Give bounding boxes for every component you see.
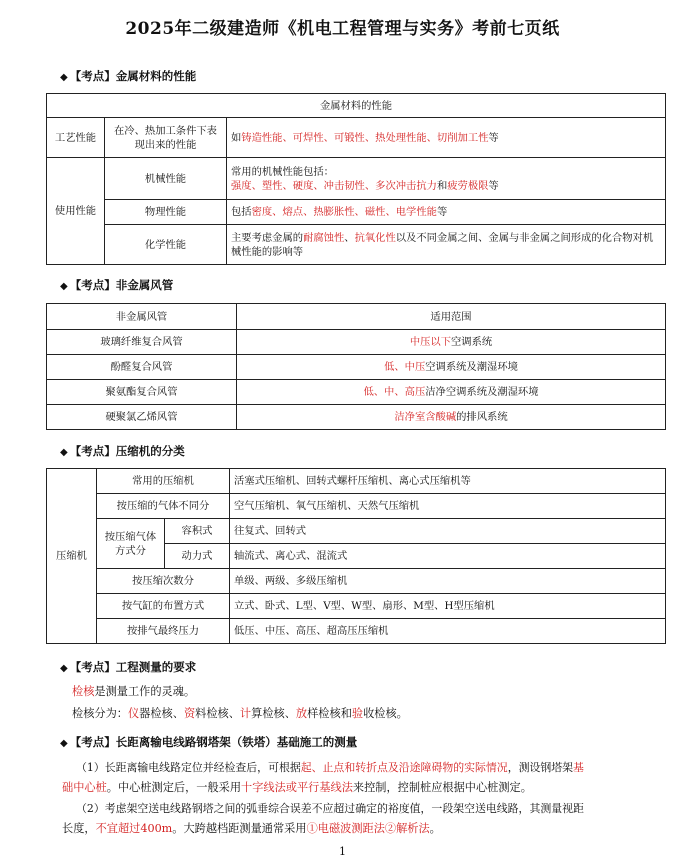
metal-properties-table xyxy=(46,93,666,265)
survey-line-2: 检核分为：仪器检核、资料检核、计算检核、放样检核和验收检核。 xyxy=(72,707,408,720)
row-sublabel: 物理性能 xyxy=(105,200,227,225)
tower-para-1-line-1: （1）长距离输电线路定位并经检查后，可根据起、止点和转折点及沿途障碍物的实际情况，测设钢塔架基 xyxy=(76,761,584,774)
table-row: 聚氨酯复合风管 低、中、高压洁净空调系统及潮湿环境 xyxy=(47,380,666,405)
table-row xyxy=(47,200,666,225)
compressor-table xyxy=(46,468,666,644)
diamond-icon: ◆ xyxy=(60,738,68,749)
diamond-icon: ◆ xyxy=(60,281,68,292)
row-sublabel: 机械性能 xyxy=(105,158,227,200)
diamond-icon: ◆ xyxy=(60,447,68,458)
tower-para-1-line-2: 础中心桩。中心桩测定后，一般采用十字线法或平行基线法来控制，控制桩应根据中心桩测定。 xyxy=(62,781,532,794)
page-title: 2025年二级建造师《机电工程管理与实务》考前七页纸 xyxy=(125,19,560,39)
section-heading-survey: ◆ 【考点】工程测量的要求 xyxy=(60,660,197,674)
duct-table xyxy=(46,303,666,430)
table-row: 按压缩气体方式分 容积式 往复式、回转式 xyxy=(47,519,666,544)
section-heading-tower: ◆ 【考点】长距离输电线路钢塔架（铁塔）基础施工的测量 xyxy=(60,735,358,749)
row-value: 主要考虑金属的耐腐蚀性、抗氧化性以及不同金属之间、金属与非金属之间形成的化合物对机械性能的影响等 xyxy=(227,225,666,265)
row-sublabel: 在冷、热加工条件下表现出来的性能 xyxy=(105,118,227,158)
column-header: 非金属风管 xyxy=(47,304,237,330)
table-row: 按气缸的布置方式 立式、卧式、L型、V型、W型、扇形、M型、H型压缩机 xyxy=(47,594,666,619)
table-row: 玻璃纤维复合风管 中压以下空调系统 xyxy=(47,330,666,355)
table-row: 动力式 轴流式、离心式、混流式 xyxy=(47,544,666,569)
table-row xyxy=(47,118,666,158)
row-value: 常用的机械性能包括： 强度、塑性、硬度、冲击韧性、多次冲击抗力和疲劳极限等 xyxy=(227,158,666,200)
row-value: 包括密度、熔点、热膨胀性、磁性、电学性能等 xyxy=(227,200,666,225)
diamond-icon: ◆ xyxy=(60,663,68,674)
table-row: 压缩机 常用的压缩机 活塞式压缩机、回转式螺杆压缩机、离心式压缩机等 xyxy=(47,469,666,494)
row-value: 如铸造性能、可焊性、可锻性、热处理性能、切削加工性等 xyxy=(227,118,666,158)
section-heading-duct: ◆ 【考点】非金属风管 xyxy=(60,278,174,292)
tower-para-2-line-2: 长度，不宜超过400m。大跨越档距测量通常采用①电磁波测距法②解析法。 xyxy=(62,822,441,835)
row-label: 工艺性能 xyxy=(47,118,105,158)
table-row xyxy=(47,225,666,265)
row-label: 使用性能 xyxy=(47,158,105,265)
table-row: 按压缩的气体不同分 空气压缩机、氧气压缩机、天然气压缩机 xyxy=(47,494,666,519)
table-row: 按排气最终压力 低压、中压、高压、超高压压缩机 xyxy=(47,619,666,644)
row-sublabel: 化学性能 xyxy=(105,225,227,265)
tower-para-2-line-1: （2）考虑架空送电线路钢塔之间的弧垂综合误差不应超过确定的裕度值，一段架空送电线路，其测量视距 xyxy=(76,802,584,815)
survey-line-1: 检核是测量工作的灵魂。 xyxy=(72,685,196,698)
diamond-icon: ◆ xyxy=(60,72,68,83)
column-header: 适用范围 xyxy=(237,304,666,330)
row-label: 压缩机 xyxy=(47,469,97,644)
section-heading-metal: ◆ 【考点】金属材料的性能 xyxy=(60,69,197,83)
table-row xyxy=(47,158,666,200)
table-row: 按压缩次数分 单级、两级、多级压缩机 xyxy=(47,569,666,594)
section-heading-compressor: ◆ 【考点】压缩机的分类 xyxy=(60,444,185,458)
table-row: 酚醛复合风管 低、中压空调系统及潮湿环境 xyxy=(47,355,666,380)
page-number: 1 xyxy=(339,845,346,858)
table-row: 硬聚氯乙烯风管 洁净室含酸碱的排风系统 xyxy=(47,405,666,430)
table-header: 金属材料的性能 xyxy=(47,94,666,118)
